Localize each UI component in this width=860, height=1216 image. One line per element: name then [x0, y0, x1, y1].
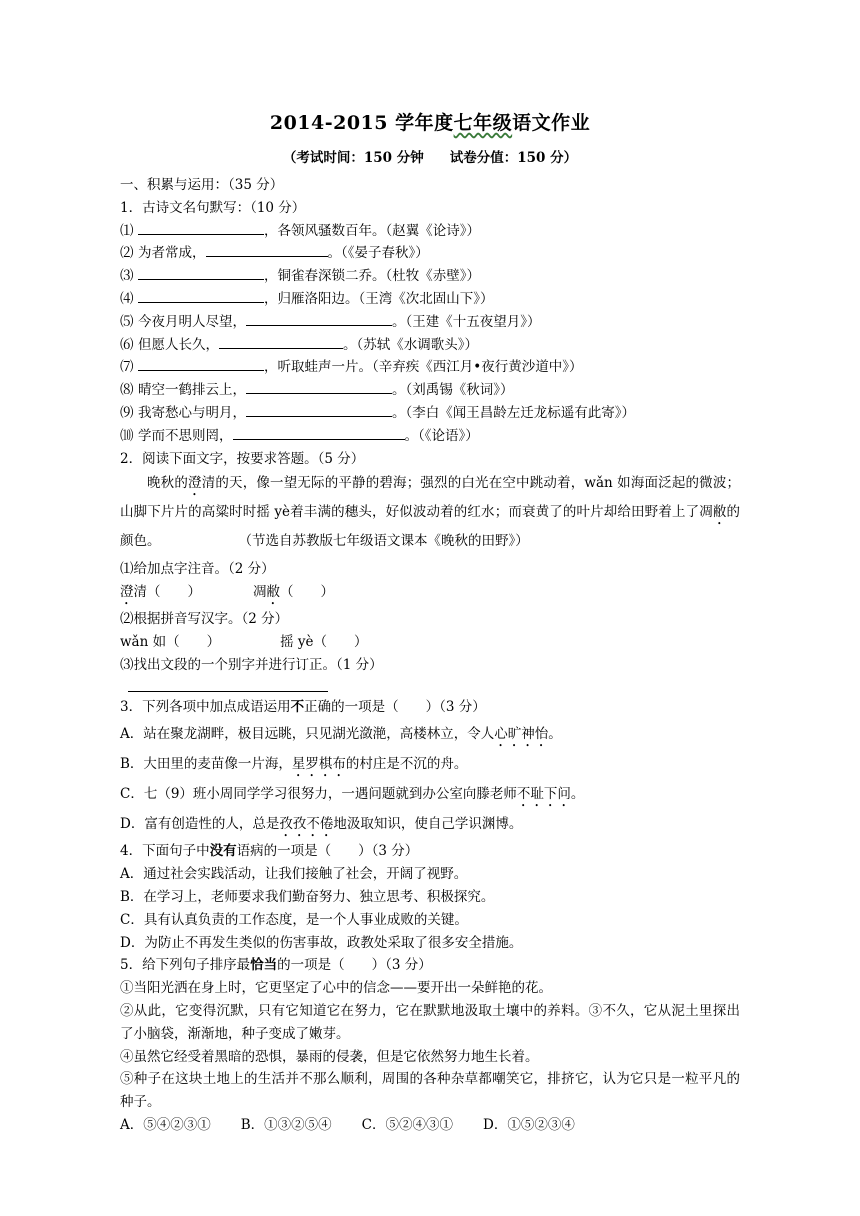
q4-heading: 4．下面句子中没有语病的一项是（ ）（3 分）: [120, 843, 419, 860]
answer-blank[interactable]: [233, 425, 405, 440]
pinyin-answer-1[interactable]: 清（ ）: [133, 584, 201, 601]
q4-option-a: A．通过社会实践活动，让我们接触了社会，开阔了视野。: [120, 866, 468, 883]
q2-sub1-answers: 澄清（ ） 凋敝（ ）: [120, 584, 334, 601]
q2-heading: 2．阅读下面文字，按要求答题。（5 分）: [120, 450, 365, 467]
q1-heading: 1．古诗文名句默写：（10 分）: [120, 199, 306, 216]
q1-item-9: ⑼ 我寄愁心与明月， 。（李白《闻王昌龄左迁龙标遥有此寄》）: [120, 402, 740, 425]
q1-item-5: ⑸ 今夜月明人尽望， 。（王建《十五夜望月》）: [120, 311, 740, 334]
passage-source: （节选自苏教版七年级语文课本《晚秋的田野》）: [238, 533, 529, 550]
q3-option-d: D．富有创造性的人，总是孜孜不倦地汲取知识，使自己学识渊博。: [120, 816, 523, 833]
answer-blank[interactable]: [138, 288, 264, 303]
answer-blank[interactable]: [138, 220, 264, 235]
q5-sentence-4: ④虽然它经受着黑暗的恐惧，暴雨的侵袭，但是它依然努力地生长着。: [120, 1048, 539, 1065]
title-year: 2014-2015 学年度: [269, 112, 454, 134]
q3-option-c: C．七（9）班小周同学学习很努力，一遇问题就到办公室向滕老师不耻下问。: [120, 786, 585, 803]
q3-heading: 3．下列各项中加点成语运用不正确的一项是（ ）（3 分）: [120, 698, 486, 715]
q1-item-3: ⑶ ，铜雀春深锁二乔。（杜牧《赤壁》）: [120, 265, 740, 288]
exam-info: [0, 146, 860, 166]
title-subject: 语文作业: [512, 112, 591, 134]
q1-item-6: ⑹ 但愿人长久， 。（苏轼《水调歌头》）: [120, 334, 740, 357]
page-title: [0, 108, 860, 135]
q5-option-b[interactable]: B．①③②⑤④: [240, 1116, 332, 1133]
question-content: [120, 174, 740, 1137]
q5-option-a[interactable]: A．⑤④②③①: [120, 1116, 211, 1133]
q5-sentence-2-3: ②从此，它变得沉默，只有它知道它在努力，它在默默地汲取土壤中的养料。③不久，它从泥土里探出了小脑袋，渐渐地，种子变成了嫩芽。: [120, 1002, 740, 1042]
q5-option-c[interactable]: C．⑤②④③①: [361, 1116, 454, 1133]
q1-item-8: ⑻ 晴空一鹤排云上， 。（刘禹锡《秋词》）: [120, 379, 740, 402]
q4-option-b: B．在学习上，老师要求我们勤奋努力、独立思考、积极探究。: [120, 888, 495, 905]
answer-blank[interactable]: [219, 334, 343, 349]
hanzi-answer-2[interactable]: 摇 yè（ ）: [280, 633, 368, 650]
q2-sub2: ⑵根据拼音写汉字。（2 分）: [120, 611, 289, 628]
answer-blank[interactable]: [206, 242, 328, 257]
exam-time: （考试时间：150 分钟: [282, 150, 424, 166]
hanzi-answer-1[interactable]: wǎn 如（ ）: [120, 633, 221, 650]
q1-item-2: ⑵ 为者常成， 。（《晏子春秋》）: [120, 242, 740, 265]
answer-blank[interactable]: [138, 356, 264, 371]
q4-option-d: D．为防止不再发生类似的伤害事故，政教处采取了很多安全措施。: [120, 934, 523, 951]
correction-answer-line[interactable]: [128, 685, 328, 692]
q5-option-d[interactable]: D．①⑤②③④: [483, 1116, 575, 1133]
answer-blank[interactable]: [246, 311, 392, 326]
q5-sentence-5: ⑤种子在这块土地上的生活并不那么顺利，周围的各种杂草都嘲笑它，排挤它，认为它只是一粒平凡的种子。: [120, 1071, 740, 1111]
q3-option-a: A．站在聚龙湖畔，极目远眺，只见湖光潋滟，高楼林立，令人心旷神怡。: [120, 726, 562, 743]
q5-heading: 5．给下列句子排序最恰当的一项是（ ）（3 分）: [120, 957, 432, 974]
q4-option-c: C．具有认真负责的工作态度，是一个人事业成败的关键。: [120, 911, 468, 928]
q5-sentence-1: ①当阳光洒在身上时，它更坚定了心中的信念——要开出一朵鲜艳的花。: [120, 980, 552, 997]
q2-sub2-answers: [120, 631, 740, 654]
answer-blank[interactable]: [246, 379, 392, 394]
answer-blank[interactable]: [246, 402, 392, 417]
q3-option-b: B．大田里的麦苗像一片海，星罗棋布的村庄是不沉的舟。: [120, 756, 468, 773]
q1-item-1: ⑴ ，各领风骚数百年。（赵翼《论诗》）: [120, 220, 740, 243]
q5-options: [120, 1114, 740, 1137]
title-grade: 七年级: [453, 112, 513, 134]
q1-item-10: ⑽ 学而不思则罔， 。（《论语》）: [120, 425, 740, 448]
pinyin-answer-2[interactable]: （ ）: [280, 584, 334, 601]
exam-score: 试卷分值：150 分）: [449, 150, 578, 166]
section-heading: 一、积累与运用：（35 分）: [120, 177, 284, 193]
q1-item-7: ⑺ ，听取蛙声一片。（辛弃疾《西江月•夜行黄沙道中》）: [120, 356, 740, 379]
q1-item-4: ⑷ ，归雁洛阳边。（王湾《次北固山下》）: [120, 288, 740, 311]
q2-passage: 晚秋的澄清的天，像一望无际的平静的碧海；强烈的白光在空中跳动着，wǎn 如海面泛起的微波；山脚下片片的高粱时时摇 yè着丰满的穗头，好似波动着的红水；而衰黄了的叶片却给田野着上了凋敝的颜色。 （节选自苏教版七年级语文课本《晚秋的田野》）: [120, 475, 741, 550]
q2-sub3: ⑶找出文段的一个别字并进行订正。（1 分）: [120, 656, 383, 673]
q2-sub1: ⑴给加点字注音。（2 分）: [120, 561, 275, 578]
answer-blank[interactable]: [138, 265, 264, 280]
